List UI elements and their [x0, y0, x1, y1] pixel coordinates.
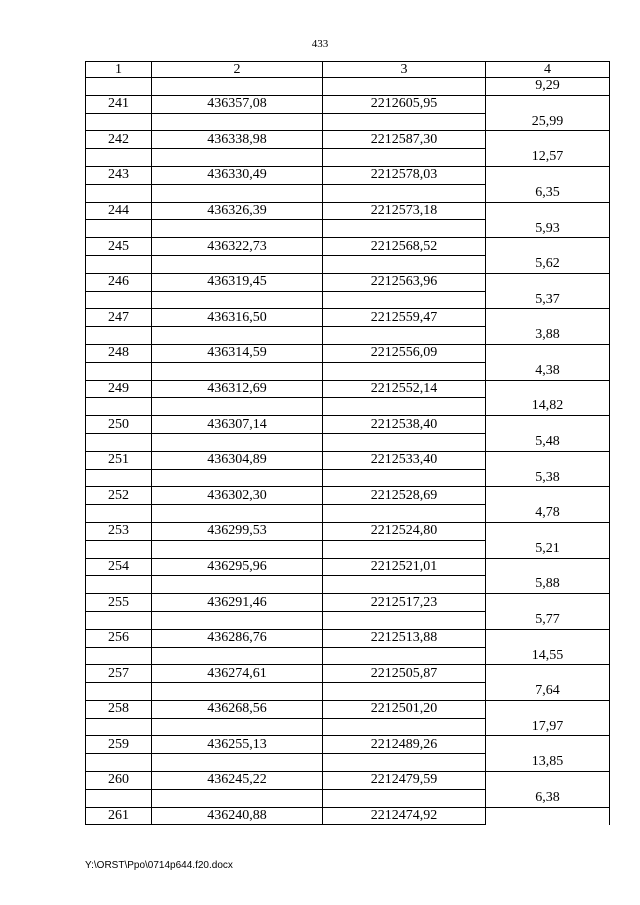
cell-point-number: 259 [86, 736, 152, 754]
table-body [86, 62, 610, 825]
cell-x-coordinate: 436268,56 [152, 700, 323, 718]
cell-point-number [86, 754, 152, 772]
cell-x-coordinate: 436302,30 [152, 487, 323, 505]
table-row [86, 665, 610, 683]
cell-x-coordinate: 436316,50 [152, 309, 323, 327]
table-row [86, 700, 610, 718]
table-row [86, 273, 610, 291]
cell-x-coordinate: 436307,14 [152, 416, 323, 434]
cell-distance: 9,29 [486, 78, 610, 96]
table-row [86, 327, 610, 345]
cell-x-coordinate: 436291,46 [152, 594, 323, 612]
cell-x-coordinate: 436245,22 [152, 772, 323, 790]
cell-x-coordinate: 436338,98 [152, 131, 323, 149]
table-row [86, 505, 610, 523]
cell-point-number [86, 647, 152, 665]
table-row [86, 184, 610, 202]
cell-distance [486, 202, 610, 220]
cell-point-number: 256 [86, 629, 152, 647]
table-row [86, 344, 610, 362]
cell-x-coordinate [152, 113, 323, 131]
cell-x-coordinate [152, 78, 323, 96]
cell-distance: 17,97 [486, 718, 610, 736]
cell-distance [486, 166, 610, 184]
cell-y-coordinate [323, 78, 486, 96]
cell-point-number [86, 220, 152, 238]
cell-distance [486, 131, 610, 149]
cell-distance: 5,93 [486, 220, 610, 238]
cell-x-coordinate [152, 398, 323, 416]
cell-y-coordinate [323, 647, 486, 665]
cell-distance [486, 451, 610, 469]
cell-y-coordinate: 2212563,96 [323, 273, 486, 291]
cell-y-coordinate: 2212524,80 [323, 522, 486, 540]
cell-distance: 25,99 [486, 113, 610, 131]
cell-x-coordinate: 436299,53 [152, 522, 323, 540]
cell-y-coordinate [323, 683, 486, 701]
cell-y-coordinate [323, 505, 486, 523]
cell-y-coordinate [323, 113, 486, 131]
table-row [86, 611, 610, 629]
table-row [86, 78, 610, 96]
cell-point-number [86, 398, 152, 416]
cell-x-coordinate [152, 718, 323, 736]
cell-distance [486, 665, 610, 683]
cell-y-coordinate [323, 184, 486, 202]
table-row [86, 380, 610, 398]
cell-x-coordinate [152, 469, 323, 487]
cell-distance [486, 344, 610, 362]
cell-point-number: 242 [86, 131, 152, 149]
cell-distance [486, 736, 610, 754]
table-row [86, 629, 610, 647]
table-row [86, 807, 610, 825]
cell-y-coordinate: 2212533,40 [323, 451, 486, 469]
table-header-row [86, 62, 610, 78]
cell-x-coordinate [152, 362, 323, 380]
cell-x-coordinate: 436286,76 [152, 629, 323, 647]
table-row [86, 433, 610, 451]
table-row [86, 736, 610, 754]
cell-distance: 6,35 [486, 184, 610, 202]
table-row [86, 576, 610, 594]
cell-x-coordinate: 436357,08 [152, 95, 323, 113]
table-row [86, 416, 610, 434]
cell-distance: 3,88 [486, 327, 610, 345]
cell-point-number [86, 433, 152, 451]
cell-y-coordinate: 2212501,20 [323, 700, 486, 718]
cell-y-coordinate [323, 220, 486, 238]
column-header-2: 2 [152, 62, 323, 78]
cell-point-number [86, 327, 152, 345]
cell-point-number [86, 184, 152, 202]
cell-point-number: 251 [86, 451, 152, 469]
cell-x-coordinate: 436274,61 [152, 665, 323, 683]
cell-distance: 5,37 [486, 291, 610, 309]
table-row [86, 131, 610, 149]
cell-y-coordinate: 2212559,47 [323, 309, 486, 327]
cell-point-number [86, 540, 152, 558]
cell-point-number: 244 [86, 202, 152, 220]
footer-file-path: Y:\ORST\Ppo\0714p644.f20.docx [85, 860, 233, 871]
cell-x-coordinate: 436304,89 [152, 451, 323, 469]
cell-y-coordinate: 2212474,92 [323, 807, 486, 825]
table-row [86, 683, 610, 701]
cell-x-coordinate [152, 291, 323, 309]
cell-point-number [86, 78, 152, 96]
cell-y-coordinate [323, 291, 486, 309]
cell-distance [486, 95, 610, 113]
cell-x-coordinate: 436322,73 [152, 238, 323, 256]
cell-x-coordinate [152, 220, 323, 238]
cell-point-number: 249 [86, 380, 152, 398]
cell-point-number: 245 [86, 238, 152, 256]
cell-y-coordinate [323, 327, 486, 345]
cell-x-coordinate: 436295,96 [152, 558, 323, 576]
cell-y-coordinate [323, 576, 486, 594]
cell-distance: 5,88 [486, 576, 610, 594]
cell-y-coordinate: 2212556,09 [323, 344, 486, 362]
cell-point-number: 243 [86, 166, 152, 184]
cell-y-coordinate [323, 149, 486, 167]
cell-point-number [86, 469, 152, 487]
cell-x-coordinate [152, 255, 323, 273]
cell-point-number: 253 [86, 522, 152, 540]
table-row [86, 238, 610, 256]
cell-y-coordinate [323, 398, 486, 416]
cell-y-coordinate: 2212513,88 [323, 629, 486, 647]
table-row [86, 451, 610, 469]
cell-point-number: 254 [86, 558, 152, 576]
column-header-3: 3 [323, 62, 486, 78]
cell-y-coordinate [323, 433, 486, 451]
cell-point-number [86, 362, 152, 380]
cell-y-coordinate: 2212517,23 [323, 594, 486, 612]
column-header-4: 4 [486, 62, 610, 78]
cell-distance [486, 629, 610, 647]
cell-y-coordinate [323, 611, 486, 629]
table-row [86, 95, 610, 113]
cell-y-coordinate: 2212528,69 [323, 487, 486, 505]
cell-point-number [86, 718, 152, 736]
page-number: 433 [311, 38, 329, 50]
cell-distance [486, 380, 610, 398]
cell-x-coordinate [152, 505, 323, 523]
cell-distance [486, 487, 610, 505]
table-row [86, 113, 610, 131]
cell-x-coordinate [152, 327, 323, 345]
table-row [86, 291, 610, 309]
cell-x-coordinate [152, 184, 323, 202]
cell-distance [486, 273, 610, 291]
table-row [86, 398, 610, 416]
cell-y-coordinate: 2212479,59 [323, 772, 486, 790]
cell-point-number: 257 [86, 665, 152, 683]
cell-x-coordinate: 436330,49 [152, 166, 323, 184]
cell-point-number: 246 [86, 273, 152, 291]
cell-distance: 6,38 [486, 789, 610, 807]
table-row [86, 718, 610, 736]
cell-distance: 5,77 [486, 611, 610, 629]
cell-y-coordinate [323, 718, 486, 736]
cell-x-coordinate [152, 540, 323, 558]
cell-x-coordinate [152, 576, 323, 594]
cell-distance: 5,38 [486, 469, 610, 487]
cell-x-coordinate [152, 683, 323, 701]
cell-point-number [86, 683, 152, 701]
table-row [86, 487, 610, 505]
table-row [86, 255, 610, 273]
cell-point-number: 247 [86, 309, 152, 327]
cell-y-coordinate: 2212578,03 [323, 166, 486, 184]
table-row [86, 166, 610, 184]
cell-distance [486, 238, 610, 256]
cell-point-number: 258 [86, 700, 152, 718]
cell-x-coordinate [152, 149, 323, 167]
table-row [86, 558, 610, 576]
cell-point-number [86, 113, 152, 131]
cell-y-coordinate: 2212605,95 [323, 95, 486, 113]
table-row [86, 594, 610, 612]
cell-distance: 5,48 [486, 433, 610, 451]
table-row [86, 540, 610, 558]
cell-x-coordinate: 436319,45 [152, 273, 323, 291]
cell-point-number [86, 255, 152, 273]
table-row [86, 754, 610, 772]
cell-y-coordinate [323, 540, 486, 558]
cell-point-number: 248 [86, 344, 152, 362]
table-row [86, 362, 610, 380]
cell-distance [486, 522, 610, 540]
table-row [86, 220, 610, 238]
cell-point-number: 255 [86, 594, 152, 612]
cell-y-coordinate: 2212521,01 [323, 558, 486, 576]
cell-point-number [86, 789, 152, 807]
cell-distance: 14,82 [486, 398, 610, 416]
cell-point-number [86, 611, 152, 629]
cell-x-coordinate: 436255,13 [152, 736, 323, 754]
table-row [86, 522, 610, 540]
cell-point-number [86, 576, 152, 594]
table-row [86, 772, 610, 790]
cell-x-coordinate [152, 754, 323, 772]
column-header-1: 1 [86, 62, 152, 78]
cell-distance [486, 416, 610, 434]
cell-distance: 14,55 [486, 647, 610, 665]
cell-y-coordinate: 2212538,40 [323, 416, 486, 434]
cell-y-coordinate: 2212573,18 [323, 202, 486, 220]
cell-x-coordinate: 436312,69 [152, 380, 323, 398]
cell-distance: 12,57 [486, 149, 610, 167]
cell-x-coordinate: 436240,88 [152, 807, 323, 825]
cell-distance [486, 558, 610, 576]
cell-y-coordinate: 2212587,30 [323, 131, 486, 149]
cell-x-coordinate [152, 789, 323, 807]
cell-x-coordinate [152, 647, 323, 665]
cell-distance [486, 594, 610, 612]
cell-x-coordinate: 436314,59 [152, 344, 323, 362]
table-row [86, 647, 610, 665]
table-row [86, 469, 610, 487]
table-row [86, 789, 610, 807]
cell-x-coordinate [152, 611, 323, 629]
cell-y-coordinate [323, 362, 486, 380]
table-row [86, 149, 610, 167]
cell-distance: 5,62 [486, 255, 610, 273]
cell-distance [486, 772, 610, 790]
cell-distance [486, 700, 610, 718]
cell-distance: 4,78 [486, 505, 610, 523]
cell-distance [486, 309, 610, 327]
cell-y-coordinate [323, 255, 486, 273]
cell-y-coordinate [323, 754, 486, 772]
cell-y-coordinate: 2212489,26 [323, 736, 486, 754]
cell-distance: 7,64 [486, 683, 610, 701]
table-row [86, 202, 610, 220]
cell-x-coordinate: 436326,39 [152, 202, 323, 220]
cell-point-number: 260 [86, 772, 152, 790]
cell-distance: 5,21 [486, 540, 610, 558]
cell-y-coordinate: 2212568,52 [323, 238, 486, 256]
table-row [86, 309, 610, 327]
cell-point-number [86, 149, 152, 167]
coordinates-table [85, 61, 610, 825]
cell-distance [486, 807, 610, 825]
cell-y-coordinate [323, 469, 486, 487]
cell-point-number: 252 [86, 487, 152, 505]
cell-y-coordinate: 2212552,14 [323, 380, 486, 398]
cell-y-coordinate: 2212505,87 [323, 665, 486, 683]
cell-distance: 4,38 [486, 362, 610, 380]
cell-point-number [86, 505, 152, 523]
cell-distance: 13,85 [486, 754, 610, 772]
cell-x-coordinate [152, 433, 323, 451]
cell-y-coordinate [323, 789, 486, 807]
cell-point-number: 261 [86, 807, 152, 825]
cell-point-number: 241 [86, 95, 152, 113]
cell-point-number: 250 [86, 416, 152, 434]
cell-point-number [86, 291, 152, 309]
